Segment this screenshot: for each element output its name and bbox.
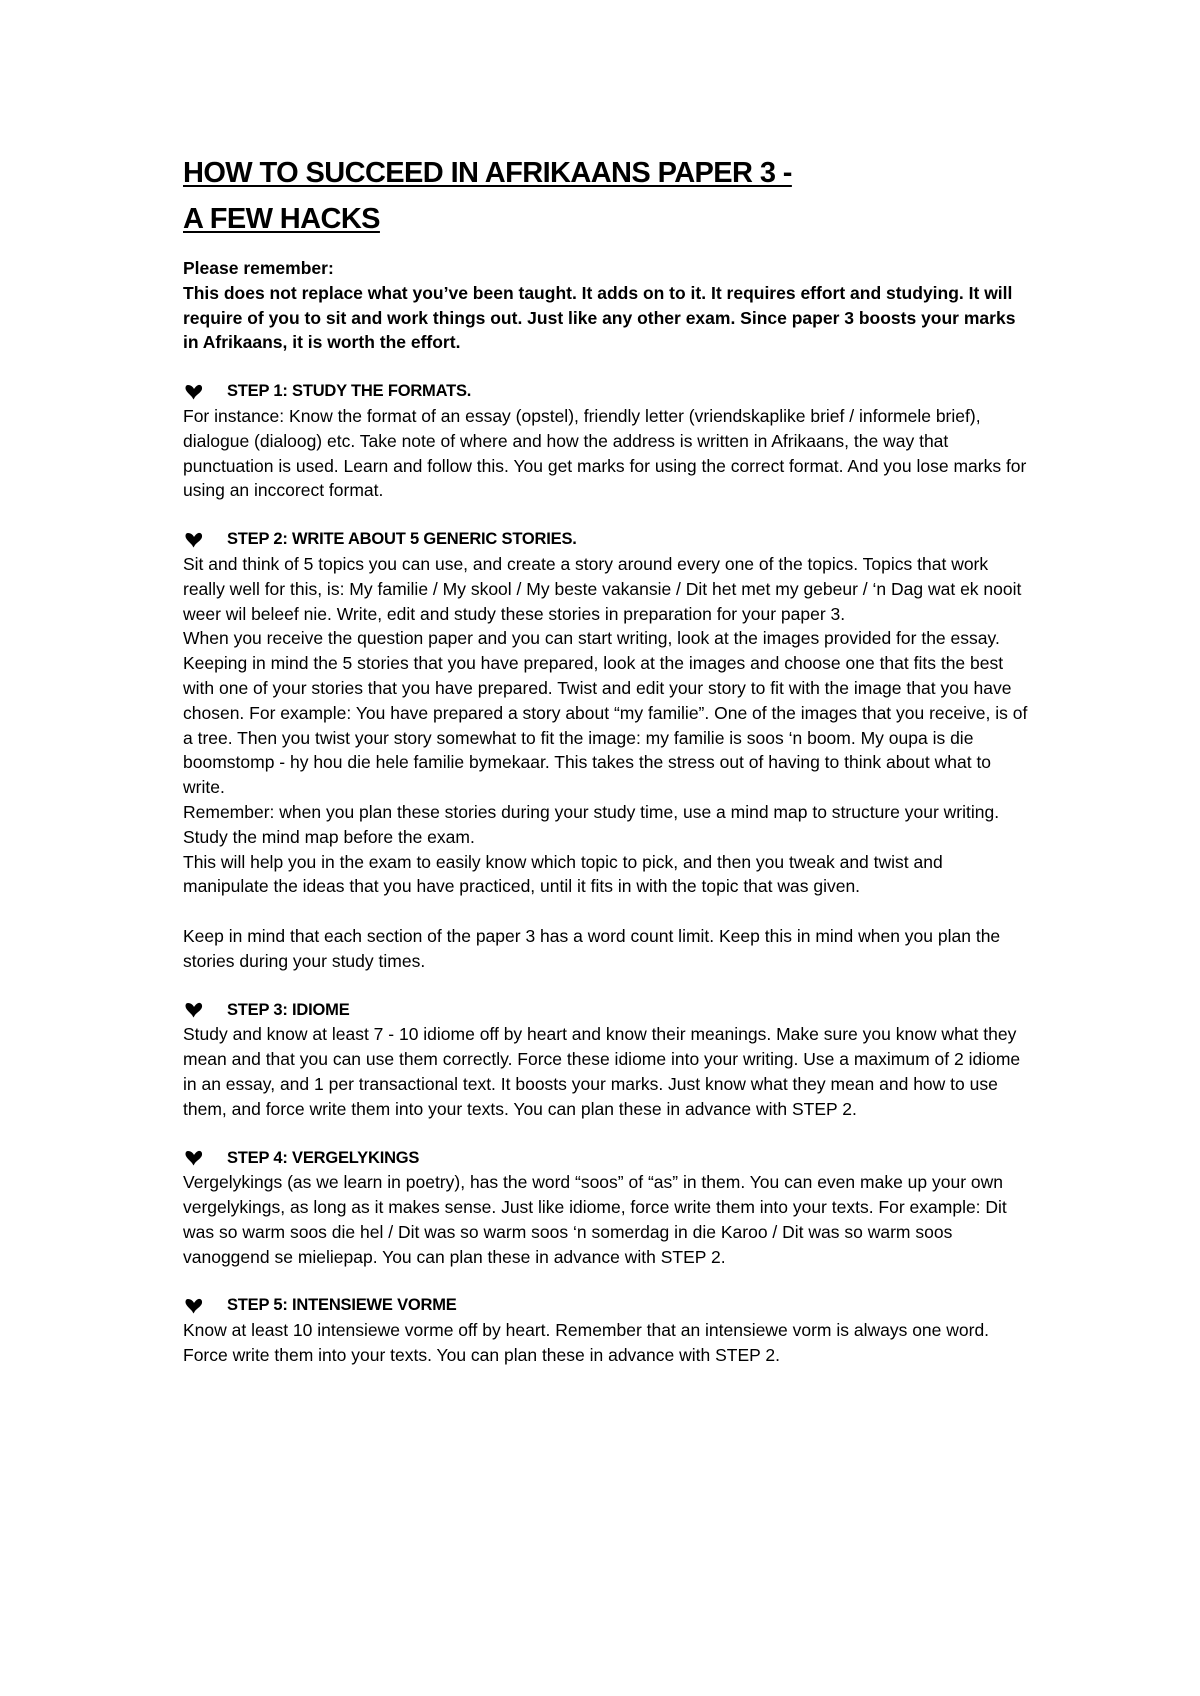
step-1-paragraph-1: For instance: Know the format of an essay (opstel), friendly letter (vriendskaplike brief / informele brief), dialogue (dialoog) etc. Take note of where and how the address is written in Afrikaans, the way that punctuation is used. Learn and follow this. You get marks for using the correct format. And you lose marks for using an inccorect format.	[183, 405, 1027, 501]
step-4-paragraph-1: Vergelykings (as we learn in poetry), has the word “soos” of “as” in them. You can even make up your own vergelykings, as long as it makes sense. Just like idiome, force write them into your texts. For example: Dit was so warm soos die hel / Dit was so warm soos ‘n somerdag in die Karoo / Dit was so warm soos vanoggend se mieliepap. You can plan these in advance with STEP 2.	[183, 1172, 1007, 1267]
step-heading	[183, 998, 1033, 1023]
heart-bullet-icon	[185, 531, 203, 549]
intro-heading: Please remember:	[183, 258, 334, 278]
step-2-paragraph-5: Keep in mind that each section of the paper 3 has a word count limit. Keep this in mind when you plan the stories during your study times.	[183, 925, 1001, 971]
step-2-heading: STEP 2: WRITE ABOUT 5 GENERIC STORIES.	[227, 530, 577, 549]
step-3-paragraph-1: Study and know at least 7 - 10 idiome off by heart and know their meanings. Make sure you know what they mean and that you can use them correctly. Force these idiome into your writing. Use a maximum of 2 idiome in an essay, and 1 per transactional text. It boosts your marks. Just know what they mean and how to use them, and force write them into your texts. You can plan these in advance with STEP 2.	[183, 1024, 1021, 1119]
step-2-paragraph-1: Sit and think of 5 topics you can use, and create a story around every one of the topics. Topics that work really well for this, is: My familie / My skool / My beste vakansie / Dit het met my gebeur / ‘n Dag wat ek nooit weer wil beleef nie. Write, edit and study these stories in preparation for your paper 3.	[183, 553, 1022, 624]
step-4	[183, 1146, 1033, 1270]
step-2-paragraph-2: When you receive the question paper and you can start writing, look at the images provided for the essay. Keeping in mind the 5 stories that you have prepared, look at the images and choose one that fits the best with one of your stories that you have prepared. Twist and edit your story to fit with the image that you have chosen. For example: You have prepared a story about “my familie”. One of the images that you receive, is of a tree. Then you twist your story somewhat to fit the image: my familie is soos ‘n boom. My oupa is die boomstomp - hy hou die hele familie bymekaar. This takes the stress out of having to think about what to write.	[183, 628, 1028, 798]
step-2-paragraph-3: Remember: when you plan these stories during your study time, use a mind map to structure your writing. Study the mind map before the exam.	[183, 801, 1000, 847]
step-1-heading: STEP 1: STUDY THE FORMATS.	[227, 382, 472, 401]
title-line-1: HOW TO SUCCEED IN AFRIKAANS PAPER 3 -	[183, 157, 792, 189]
heart-bullet-icon	[185, 1001, 203, 1019]
intro-section	[183, 256, 1033, 355]
step-5-heading: STEP 5: INTENSIEWE VORME	[227, 1296, 457, 1315]
heart-bullet-icon	[185, 383, 203, 401]
step-heading	[183, 1293, 1033, 1318]
step-3	[183, 998, 1033, 1122]
document-title	[183, 150, 1033, 242]
step-2	[183, 527, 1033, 973]
step-5-paragraph-1: Know at least 10 intensiewe vorme off by heart. Remember that an intensiewe vorm is always one word. Force write them into your texts. You can plan these in advance with STEP 2.	[183, 1320, 990, 1366]
step-4-heading: STEP 4: VERGELYKINGS	[227, 1148, 420, 1167]
step-heading	[183, 379, 1033, 404]
step-5	[183, 1293, 1033, 1367]
step-heading	[183, 1146, 1033, 1171]
title-line-2: A FEW HACKS	[183, 203, 380, 235]
step-heading	[183, 527, 1033, 552]
step-3-heading: STEP 3: IDIOME	[227, 1000, 350, 1019]
intro-text: This does not replace what you’ve been taught. It adds on to it. It requires effort and studying. It will require of you to sit and work things out. Just like any other exam. Since paper 3 boosts your marks in Afrikaans, it is worth the effort.	[183, 282, 1016, 353]
document-body	[183, 150, 1033, 1368]
step-1	[183, 379, 1033, 503]
heart-bullet-icon	[185, 1149, 203, 1167]
step-2-paragraph-4: This will help you in the exam to easily know which topic to pick, and then you tweak and twist and manipulate the ideas that you have practiced, until it fits in with the topic that was given.	[183, 851, 943, 897]
heart-bullet-icon	[185, 1297, 203, 1315]
